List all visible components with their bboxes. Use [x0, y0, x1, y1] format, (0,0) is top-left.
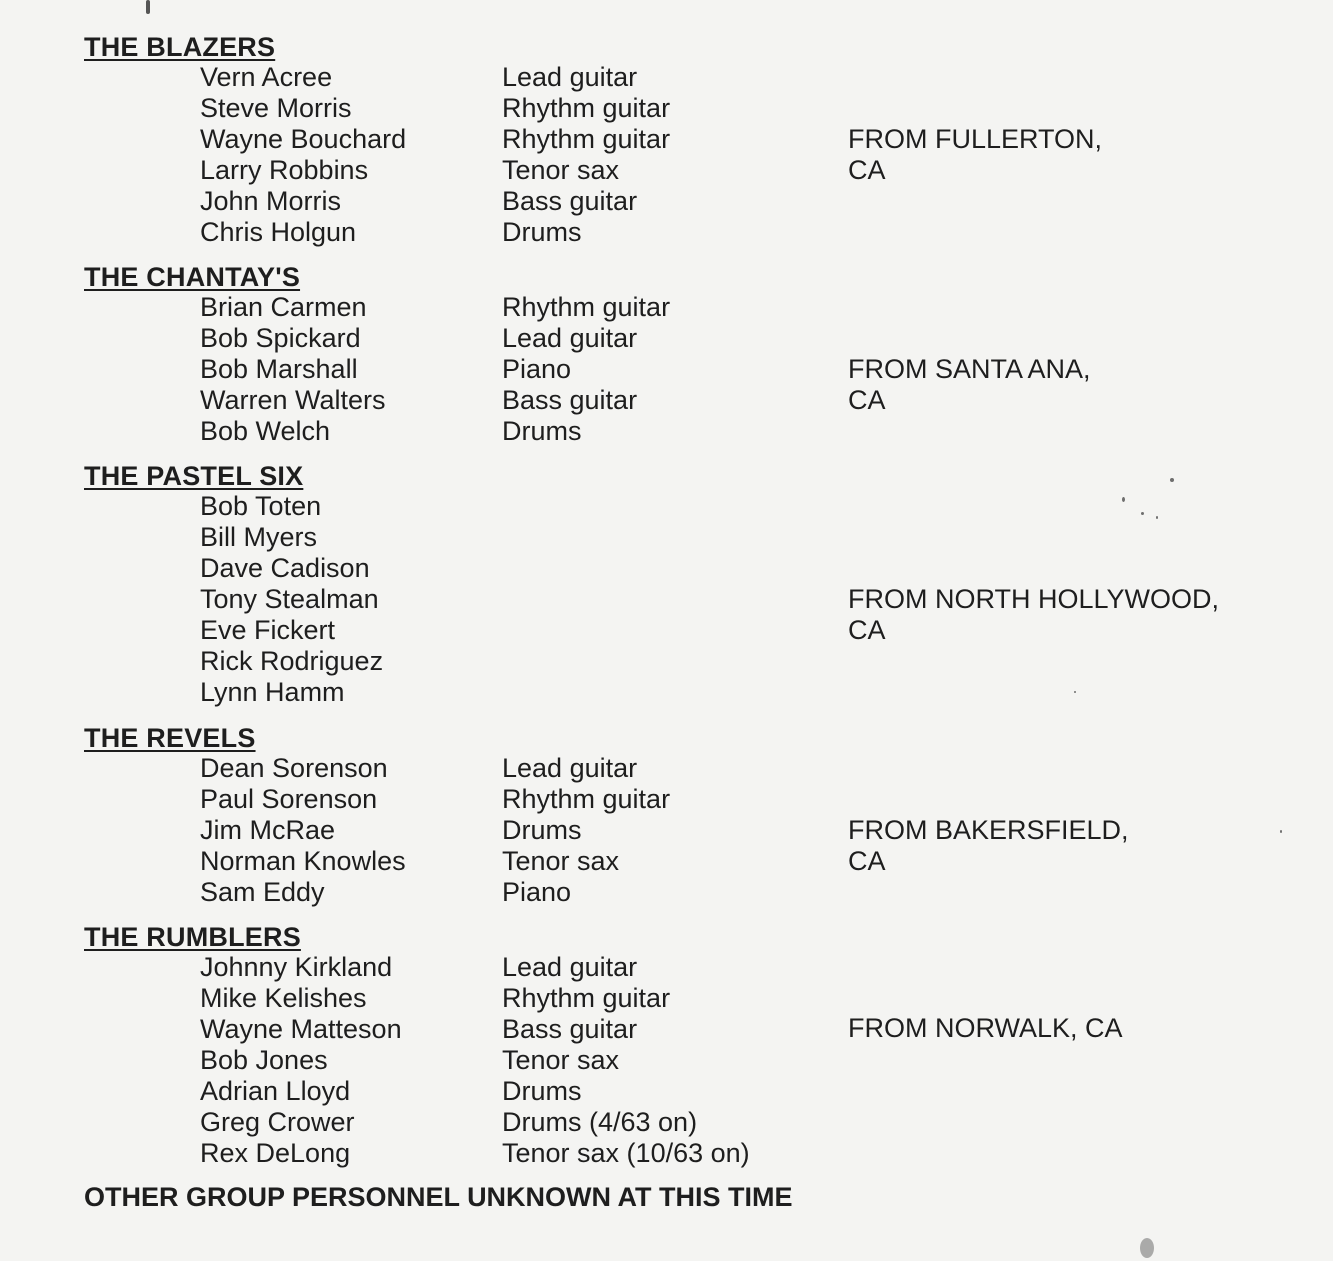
member-name: Bill Myers — [200, 522, 318, 552]
member-instrument: Lead guitar — [502, 323, 638, 353]
member-name: Eve Fickert — [200, 615, 336, 645]
member-instrument: Piano — [502, 354, 572, 384]
member-name: Vern Acree — [200, 62, 333, 92]
member-row — [0, 155, 1333, 186]
member-row — [0, 186, 1333, 217]
member-name: Wayne Matteson — [200, 1014, 402, 1044]
member-instrument: Bass guitar — [502, 186, 638, 216]
scan-speck — [1170, 478, 1174, 482]
band-heading: THE PASTEL SIX — [84, 461, 304, 491]
member-instrument: Lead guitar — [502, 62, 638, 92]
member-row — [0, 1045, 1333, 1076]
member-instrument: Tenor sax — [502, 155, 620, 185]
band-heading: THE REVELS — [84, 723, 256, 753]
member-row — [0, 416, 1333, 447]
member-name: Adrian Lloyd — [200, 1076, 351, 1106]
band-origin: FROM SANTA ANA, — [848, 354, 1091, 384]
member-name: Tony Stealman — [200, 584, 379, 614]
scan-speck — [1140, 1238, 1154, 1258]
band-origin-state: CA — [848, 846, 886, 876]
scan-speck — [1141, 512, 1144, 515]
scan-speck — [146, 0, 150, 14]
band-origin-state: CA — [848, 385, 886, 415]
member-row — [0, 646, 1333, 677]
member-instrument: Drums — [502, 815, 582, 845]
member-instrument: Tenor sax (10/63 on) — [502, 1138, 750, 1168]
member-name: Johnny Kirkland — [200, 952, 393, 982]
member-row — [0, 292, 1333, 323]
member-row — [0, 753, 1333, 784]
member-instrument: Rhythm guitar — [502, 784, 671, 814]
member-row — [0, 846, 1333, 877]
member-row — [0, 1014, 1333, 1045]
member-row — [0, 553, 1333, 584]
member-instrument: Bass guitar — [502, 1014, 638, 1044]
member-row — [0, 983, 1333, 1014]
member-name: Norman Knowles — [200, 846, 406, 876]
member-name: Bob Marshall — [200, 354, 358, 384]
member-instrument: Rhythm guitar — [502, 93, 671, 123]
band-origin: FROM BAKERSFIELD, — [848, 815, 1129, 845]
band-origin-state: CA — [848, 155, 886, 185]
member-name: Brian Carmen — [200, 292, 367, 322]
member-row — [0, 93, 1333, 124]
band-origin: FROM NORTH HOLLYWOOD, — [848, 584, 1220, 614]
member-name: Wayne Bouchard — [200, 124, 407, 154]
member-instrument: Tenor sax — [502, 1045, 620, 1075]
member-name: Bob Spickard — [200, 323, 361, 353]
member-instrument: Drums (4/63 on) — [502, 1107, 698, 1137]
member-row — [0, 1138, 1333, 1169]
member-name: Bob Jones — [200, 1045, 328, 1075]
member-instrument: Drums — [502, 217, 582, 247]
member-row — [0, 615, 1333, 646]
scan-speck — [1074, 691, 1076, 693]
member-row — [0, 677, 1333, 708]
band-heading: THE BLAZERS — [84, 32, 276, 62]
member-name: Mike Kelishes — [200, 983, 367, 1013]
member-instrument: Rhythm guitar — [502, 292, 671, 322]
member-row — [0, 385, 1333, 416]
member-instrument: Drums — [502, 1076, 582, 1106]
member-row — [0, 217, 1333, 248]
member-name: Greg Crower — [200, 1107, 355, 1137]
member-name: Rick Rodriguez — [200, 646, 384, 676]
member-row — [0, 354, 1333, 385]
footer-note: OTHER GROUP PERSONNEL UNKNOWN AT THIS TIME — [84, 1182, 793, 1212]
member-instrument: Piano — [502, 877, 572, 907]
member-name: Steve Morris — [200, 93, 352, 123]
member-name: Paul Sorenson — [200, 784, 378, 814]
member-row — [0, 877, 1333, 908]
member-row — [0, 952, 1333, 983]
scan-speck — [1280, 830, 1282, 833]
member-name: Sam Eddy — [200, 877, 325, 907]
member-name: Bob Toten — [200, 491, 322, 521]
member-name: Dean Sorenson — [200, 753, 388, 783]
band-origin-state: CA — [848, 615, 886, 645]
scan-speck — [1122, 497, 1125, 502]
member-name: Jim McRae — [200, 815, 336, 845]
member-row — [0, 323, 1333, 354]
member-name: John Morris — [200, 186, 342, 216]
band-origin: FROM NORWALK, CA — [848, 1013, 1123, 1043]
member-row — [0, 491, 1333, 522]
member-name: Warren Walters — [200, 385, 386, 415]
band-heading: THE CHANTAY'S — [84, 262, 301, 292]
member-row — [0, 1076, 1333, 1107]
member-row — [0, 784, 1333, 815]
band-origin: FROM FULLERTON, — [848, 124, 1103, 154]
member-instrument: Bass guitar — [502, 385, 638, 415]
band-heading: THE RUMBLERS — [84, 922, 301, 952]
scan-speck — [1156, 516, 1158, 519]
member-instrument: Rhythm guitar — [502, 124, 671, 154]
member-name: Chris Holgun — [200, 217, 357, 247]
member-name: Lynn Hamm — [200, 677, 345, 707]
member-name: Larry Robbins — [200, 155, 369, 185]
member-name: Dave Cadison — [200, 553, 370, 583]
member-instrument: Tenor sax — [502, 846, 620, 876]
member-instrument: Rhythm guitar — [502, 983, 671, 1013]
member-instrument: Drums — [502, 416, 582, 446]
member-row — [0, 62, 1333, 93]
member-row — [0, 522, 1333, 553]
member-row — [0, 1107, 1333, 1138]
member-instrument: Lead guitar — [502, 952, 638, 982]
member-row — [0, 124, 1333, 155]
member-row — [0, 815, 1333, 846]
member-instrument: Lead guitar — [502, 753, 638, 783]
member-name: Rex DeLong — [200, 1138, 351, 1168]
member-name: Bob Welch — [200, 416, 331, 446]
